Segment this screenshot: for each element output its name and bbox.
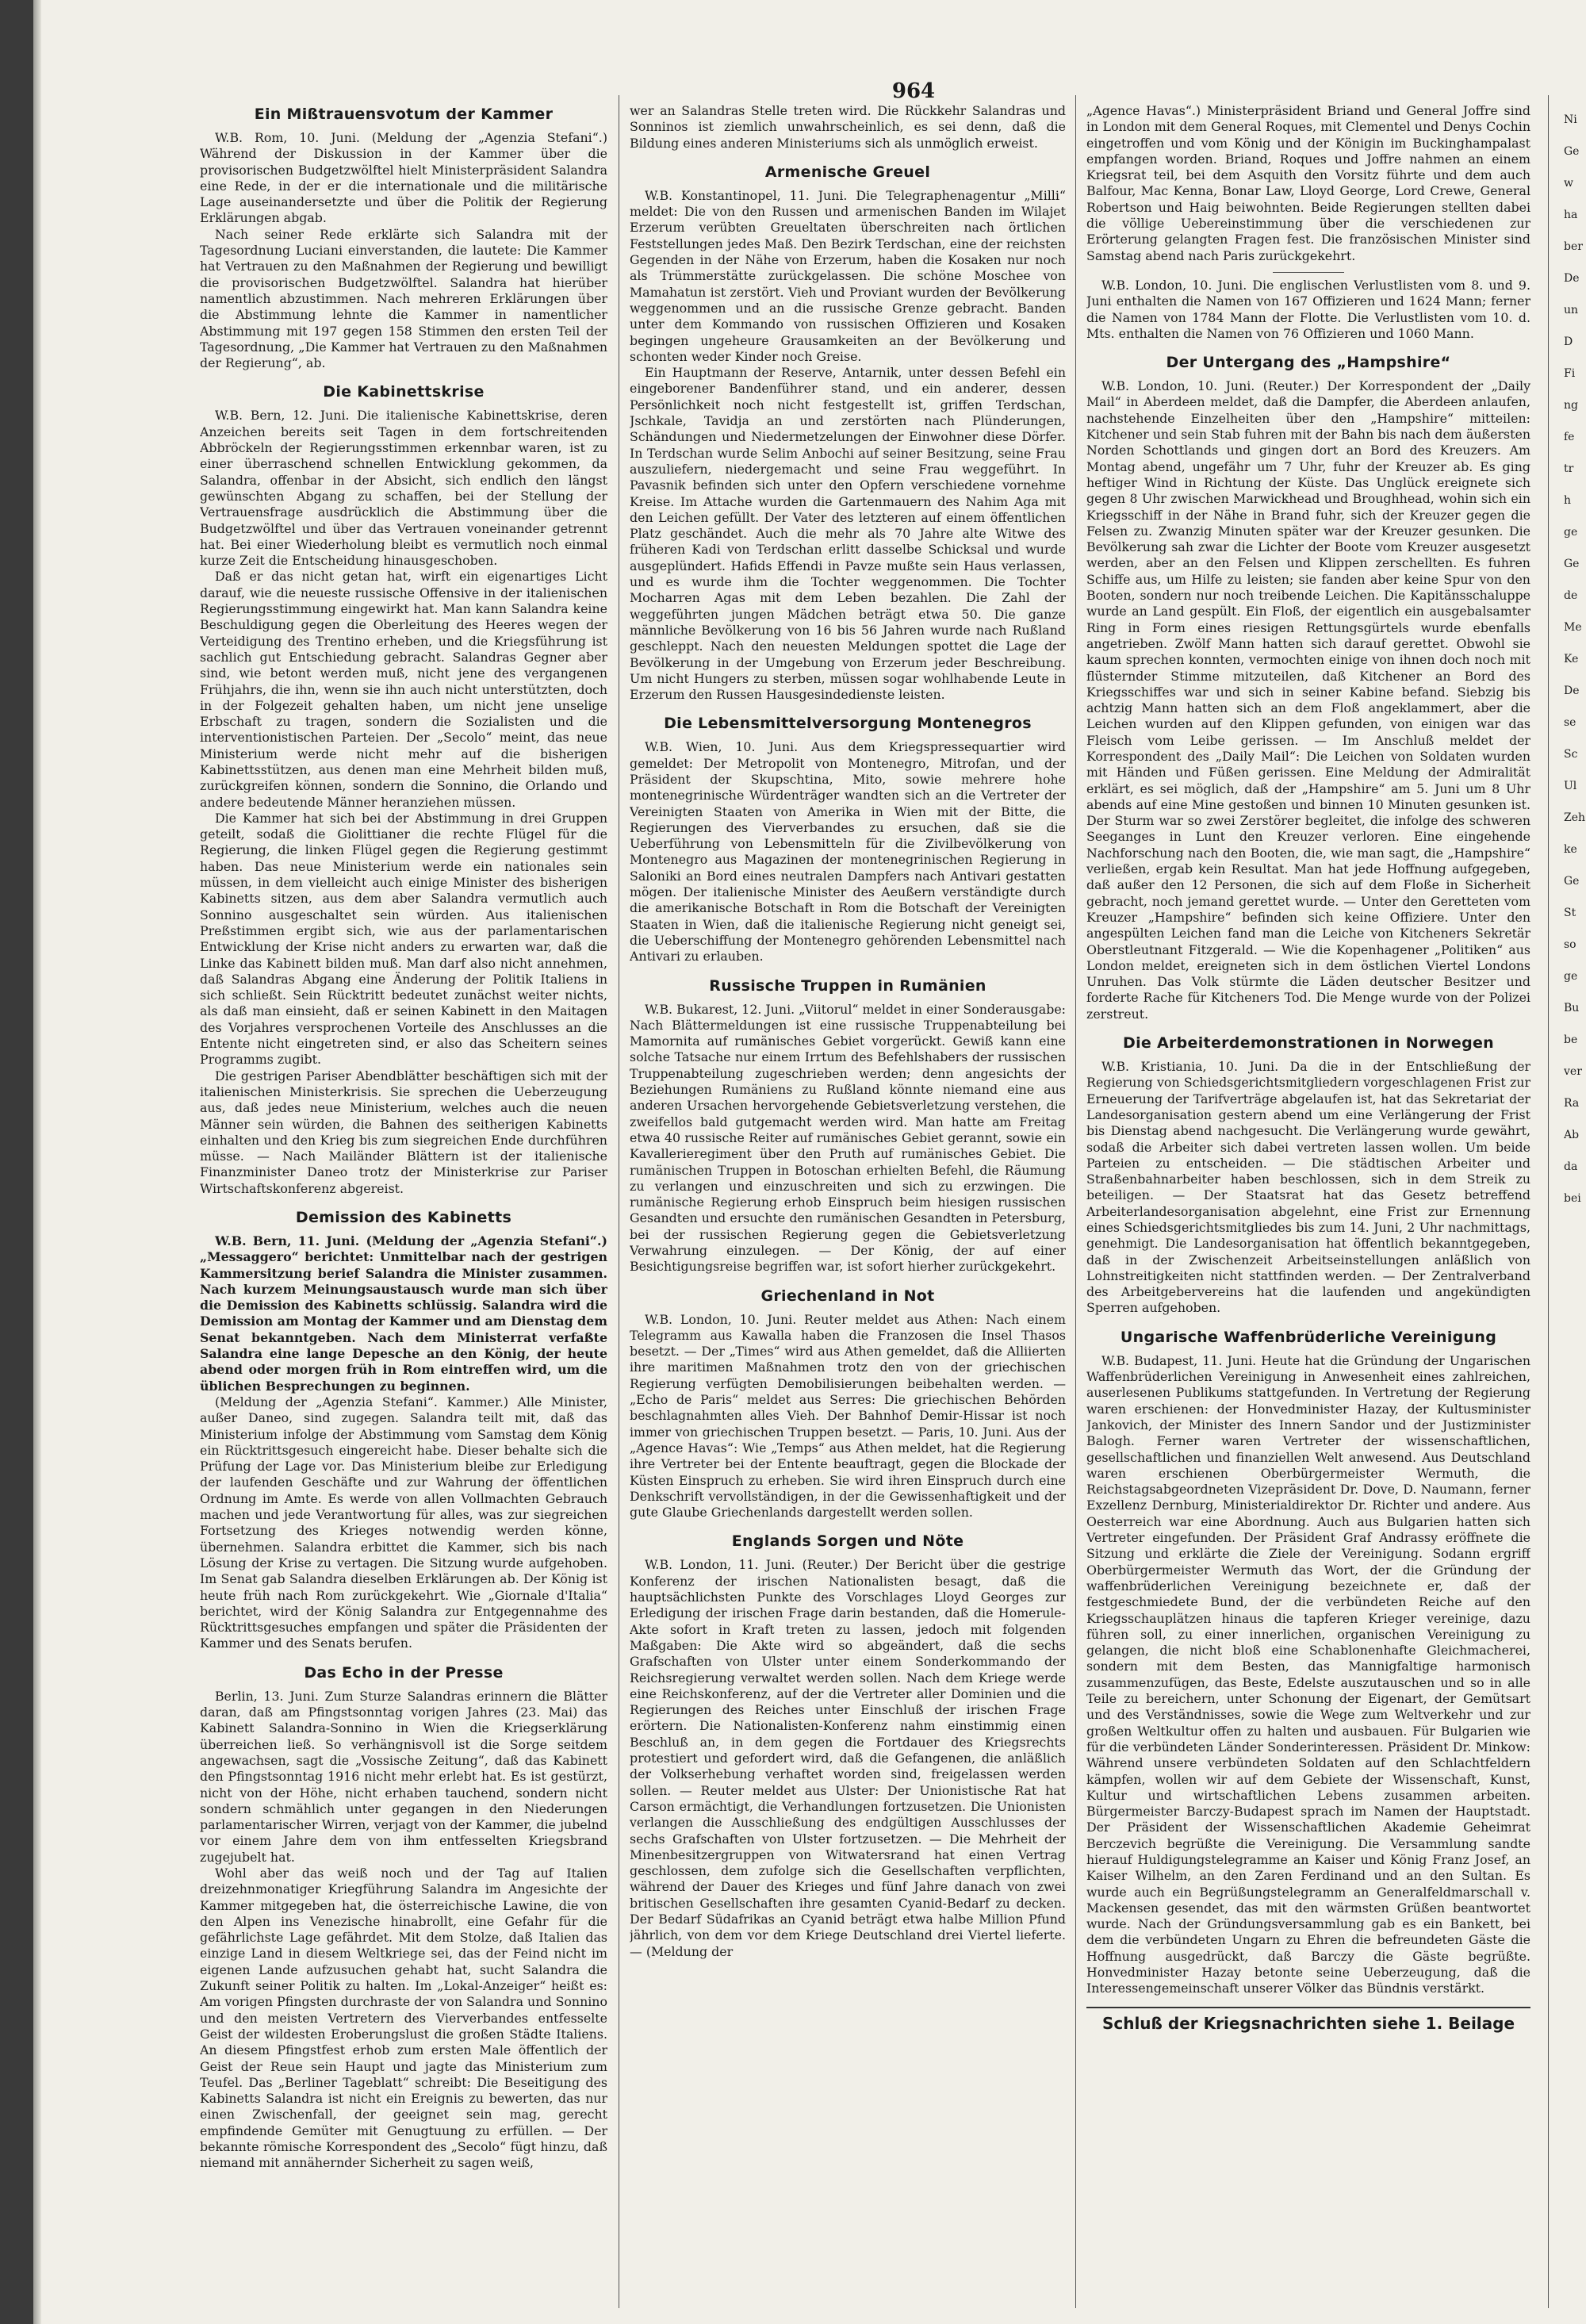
article-title: Ein Mißtrauensvotum der Kammer xyxy=(254,105,554,123)
article-paragraph: Berlin, 13. Juni. Zum Sturze Salandras erinnern die Blätter daran, daß am Pfingstsonntag vorigen Jahres (23. Mai) das Kabinett Salandra-Sonnino in Wien die Kriegserklärung überreichen ließ. So verhängnisvoll ist die Sorge seitdem angewachsen, sagt die „Vossische Zeitung“, daß das Kabinett den Pfingstsonntag 1916 nicht mehr erlebt hat. Es ist gestürzt, nicht von der Höhe, nicht erhaben tauchend, sondern nicht sondern schmählich unter gegangen in den Niederungen parlamentarischer Wirren, verjagt von der Kammer, die jubelnd vor einem Jahre dem von ihm entfesselten Kriegsbrand zugejubelt hat. xyxy=(200,1688,607,1865)
cropped-text: Bu xyxy=(1564,1002,1580,1014)
column-2 xyxy=(630,103,1066,2305)
column-4-cropped xyxy=(1564,111,1586,2305)
cropped-text: St xyxy=(1564,907,1576,919)
cropped-text: De xyxy=(1564,272,1580,285)
cropped-text: ng xyxy=(1564,399,1578,412)
article-title: Armenische Greuel xyxy=(764,163,931,181)
article-paragraph: Wohl aber das weiß noch und der Tag auf Italien dreizehnmonatiger Kriegführung Salandra im Angesichte der Kammer mitgegeben hat, die österreichische Lawine, die von den Alpen ins Venezische hinabrollt, eine Gefahr für die gefährlichste Lage gefährdet. Mit dem Stolze, daß Italien das einzige Land in diesem Weltkriege sei, das der Feind nicht im eigenen Lande aufzusuchen gehabt hat, sucht Salandra die Zukunft seiner Politik zu halten. Im „Lokal-Anzeiger“ heißt es: Am vorigen Pfingsten durchraste der von Salandra und Sonnino und den meisten Vertretern des Vierverbandes entfesselte Geist der wildesten Eroberungslust die großen Städte Italiens. An diesem Pfingstfest erhob zum ersten Male öffentlich der Geist der Reue sein Haupt und jagte das Ministerium zum Teufel. Das „Berliner Tageblatt“ schreibt: Die Beseitigung des Kabinetts Salandra ist nicht ein Ereignis zu bewerten, das nur einen Zwischenfall, der geeignet sein mag, gerecht empfindende Gemüter mit Genugtuung zu erfüllen. — Der bekannte römische Korrespondent des „Secolo“ fügt hinzu, daß niemand mit annähernder Sicherheit zu sagen weiß, xyxy=(200,1865,607,2171)
article-paragraph: W.B. Wien, 10. Juni. Aus dem Kriegspressequartier wird gemeldet: Der Metropolit von Montenegro, Mitrofan, und der Präsident der Skupschtina, Mito, sowie mehrere hohe montenegrinische Würdenträger wandten sich an die Vertreter der Vereinigten Staaten von Amerika in Wien mit der Bitte, die Regierungen des Vierverbandes zu ersuchen, daß sie die Ueberführung von Lebensmitteln für die Zivilbevölkerung von Montenegro aus Magazinen der montenegrinischen Regierung in Saloniki an Bord eines neutralen Dampfers nach Antivari gestatten mögen. Der italienische Minister des Aeußern verständigte durch die amerikanische Botschaft in Rom die Botschaft der Vereinigten Staaten in Wien, daß die italienische Regierung nicht geneigt sei, die Ueberschiffung der Montenegro gehörenden Lebensmittel nach Antivari zu erlauben. xyxy=(630,739,1066,964)
cropped-text: Ge xyxy=(1564,558,1580,570)
cropped-text: tr xyxy=(1564,462,1574,475)
article-title: Demission des Kabinetts xyxy=(295,1209,512,1226)
cropped-text: ver xyxy=(1564,1065,1582,1078)
cropped-text: Ge xyxy=(1564,145,1580,158)
article-title: Die Arbeiterdemonstrationen in Norwegen xyxy=(1123,1034,1494,1053)
newspaper-page xyxy=(33,0,1586,2324)
article-paragraph: Daß er das nicht getan hat, wirft ein eigenartiges Licht darauf, wie die neueste russische Offensive in der italienischen Regierungsstimmung eingewirkt hat. Man kann Salandra keine Beschuldigung gegen die Oberleitung des Heeres wegen der Verteidigung des Trentino erheben, und die Kriegsführung ist sachlich gut Entschiedung gebracht. Salandras Gegner aber sind, wie betont werden muß, nicht jene des vergangenen Frühjahrs, die ihn, wenn sie ihn auch nicht unterstützten, doch in der Folgezeit gehalten haben, um nicht jene unselige Erbschaft zu tragen, sondern die Sozialisten und die interventionistischen Parteien. Der „Secolo“ meint, das neue Ministerium werde nicht mehr auf die bisherigen Kabinettsstützen, aus denen man eine Mehrheit bilden muß, zurückgreifen können, sondern die Sonnino, die Orlando und andere bedeutende Männer heranziehen müssen. xyxy=(200,569,607,810)
cropped-text: ke xyxy=(1564,843,1577,856)
cropped-text: Ke xyxy=(1564,653,1579,665)
article-paragraph: W.B. Konstantinopel, 11. Juni. Die Telegraphenagentur „Milli“ meldet: Die von den Russen und armenischen Banden im Wilajet Erzerum verübten Greueltaten überschreiten nach örtlichen Feststellungen jedes Maß. Den Bezirk Terdschan, eine der reichsten Gegenden in der Nähe von Erzerum, haben die Kosaken nur noch als Trümmerstätte zurückgelassen. Die schöne Moschee von Mamahatun ist zerstört. Vieh und Proviant wurden der Bevölkerung weggenommen und an die russische Grenze gebracht. Banden unter dem Kommando von russischen Offizieren und Kosaken begingen ungeheure Grausamkeiten an der Bevölkerung und schonten weder Kinder noch Greise. xyxy=(630,187,1066,364)
cropped-text: ber xyxy=(1564,240,1583,253)
article-paragraph: Die gestrigen Pariser Abendblätter beschäftigen sich mit der italienischen Ministerkrisis. Sie sprechen die Ueberzeugung aus, daß jedes neue Ministerium, welches auch die neuen Männer sein würden, die Bahnen des seitherigen Kabinetts einhalten und den Krieg bis zum siegreichen Ende durchführen müsse. — Nach Mailänder Blättern ist der italienische Finanzminister Daneo trotz der Ministerkrise zur Pariser Wirtschaftskonferenz abgereist. xyxy=(200,1068,607,1196)
cropped-text: D xyxy=(1564,336,1573,348)
continuation-note: Schluß der Kriegsnachrichten siehe 1. Beilage xyxy=(1086,2007,1530,2034)
cropped-text: Me xyxy=(1564,621,1582,634)
cropped-text: Ra xyxy=(1564,1097,1580,1110)
cropped-text: De xyxy=(1564,685,1580,697)
article-paragraph: W.B. Bern, 11. Juni. (Meldung der „Agenzia Stefani“.) „Messaggero“ berichtet: Unmittelbar nach der gestrigen Kammersitzung berief Salandra die Minister zusammen. Nach kurzem Meinungsaustausch wurde man sich über die Demission des Kabinetts schlüssig. Salandra wird die Demission am Montag der Kammer und am Dienstag dem Senat bekanntgeben. Nach dem Ministerrat verfaßte Salandra eine lange Depesche an den König, der heute abend oder morgen früh in Rom eintreffen wird, um die üblichen Besprechungen zu beginnen. xyxy=(200,1233,607,1394)
article-paragraph: W.B. Budapest, 11. Juni. Heute hat die Gründung der Ungarischen Waffenbrüderlichen Vereinigung in Anwesenheit eines zahlreichen, auserlesenen Publikums stattgefunden. In Vertretung der Regierung waren erschienen: der Honvedminister Hazay, der Kultusminister Jankovich, der Minister des Innern Sandor und der Justizminister Balogh. Ferner waren Vertreter der wissenschaftlichen, gesellschaftlichen und finanziellen Welt anwesend. Aus Deutschland waren erschienen Oberbürgermeister Wermuth, die Reichstagsabgeordneten Vizepräsident Dr. Dove, D. Naumann, ferner Exzellenz Dernburg, Ministerialdirektor Dr. Richter und andere. Aus Oesterreich war eine Abordnung. Auch aus Bulgarien hatten sich Vertreter eingefunden. Der Präsident Graf Andrassy eröffnete die Sitzung und erklärte die Ziele der Vereinigung. Sodann ergriff Oberbürgermeister Wermuth das Wort, der die Gründung der waffenbrüderlichen Vereinigung bezeichnete er, daß der festgeschmiedete Bund, der die verbündeten Reiche auf den Kriegsschauplätzen hinaus die tapferen Krieger vereinige, dazu führen soll, zu einer innerlichen, organischen Vereinigung zu gelangen, die nicht bloß eine Schablonenhafte Gleichmacherei, sondern mit dem Besten, das Mannigfaltige harmonisch zusammenzufügen, das Beste, Edelste auszutauschen und so in alle Teile zu bereichern, unter Schonung der Eigenart, der Gemütsart und des Verständnisses, sowie die Wege zum Weltverkehr und zur großen Weltkultur offen zu halten und ausbauen. Für Bulgarien wie für die verbündeten Länder Sonderinteressen. Präsident Dr. Minkow: Während unsere verbündeten Soldaten auf den Schlachtfeldern kämpfen, wollen wir auf dem Gebiete der Wissenschaft, Kunst, Kultur und wirtschaftlichen Lebens zusammen arbeiten. Bürgermeister Barczy-Budapest sprach im Namen der Hauptstadt. Der Präsident der Wissenschaftlichen Akademie Geheimrat Berczevich begrüßte die Vereinigung. Die Versammlung sandte hierauf Huldigungstelegramme an Kaiser und König Franz Josef, an Kaiser Wilhelm, an den Zaren Ferdinand und an den Sultan. Es wurde auch ein Begrüßungstelegramm an Generalfeldmarschall v. Mackensen gesendet, das mit den wärmsten Grüßen beantwortet wurde. Nach der Gründungsversammlung gab es ein Bankett, bei dem die verbündeten Ungarn zu Ehren die befreundeten Gäste die Hoffnung ausgedrückt, daß Barczy die Gäste begrüßte. Honvedminister Hazay betonte seine Ueberzeugung, daß die Interessengemeinschaft unserer Völker das Bündnis verstärkt. xyxy=(1086,1352,1530,1996)
cropped-text: Sc xyxy=(1564,748,1578,761)
cropped-text: Ni xyxy=(1564,113,1577,126)
cropped-text: da xyxy=(1564,1160,1578,1173)
article-paragraph: Nach seiner Rede erklärte sich Salandra mit der Tagesordnung Luciani einverstanden, die lautete: Die Kammer hat Vertrauen zu den Maßnahmen der Regierung und bewilligt die provisorischen Budgetzwölftel. Salandra hat hierüber namentlich abzustimmen. Nach mehreren Erklärungen über die Abstimmung lehnte die Kammer in namentlicher Abstimmung mit 197 gegen 158 Stimmen den ersten Teil der Tagesordnung, „Die Kammer hat Vertrauen zu den Maßnahmen der Regierung“, ab. xyxy=(200,226,607,371)
column-rule xyxy=(1075,95,1076,2308)
column-3 xyxy=(1086,103,1530,2305)
article-title: Der Untergang des „Hampshire“ xyxy=(1166,354,1451,372)
separator-line xyxy=(1273,272,1344,273)
article-paragraph: W.B. Kristiania, 10. Juni. Da die in der Entschließung der Regierung von Schiedsgerichtsmitgliedern vorgeschlagenen Frist zur Erneuerung der Tarifverträge abgelaufen ist, hat das Sekretariat der Landesorganisation gestern abend um eine Verlängerung der Frist bis Dienstag abend nachgesucht. Die Verlängerung wurde gewährt, sodaß die Arbeiter sich dabei vertreten lassen wollen. Um beide Parteien zu entscheiden. — Die städtischen Arbeiter und Straßenbahnarbeiter haben beschlossen, sich in dem Streik zu beteiligen. — Der Staatsrat hat das Gesetz betreffend Arbeiterlandesorganisation abgelehnt, eine Frist zur Ernennung eines Schiedsgerichtsmitgliedes bis zum 14. Juni, 2 Uhr nachmittags, genehmigt. Die Landesorganisation hat öffentlich bekanntgegeben, daß in der Zwischenzeit Arbeitseinstellungen anläßlich von Lohnstreitigkeiten nicht stattfinden werden. — Der Zentralverband des Arbeitgebervereins hat die laufenden und angekündigten Sperren aufgehoben. xyxy=(1086,1059,1530,1316)
cropped-text: Zeh xyxy=(1564,811,1586,824)
cropped-text: fe xyxy=(1564,431,1575,443)
cropped-text: se xyxy=(1564,716,1576,729)
article-title: Russische Truppen in Rumänien xyxy=(709,976,986,995)
article-paragraph: W.B. London, 11. Juni. (Reuter.) Der Bericht über die gestrige Konferenz der irischen Nationalisten besagt, daß die hauptsächlichsten Punkte des Vorschlages Lloyd Georges zur Erledigung der irischen Frage darin bestanden, daß die Homerule-Akte sofort in Kraft treten zu lassen, jedoch mit folgenden Maßgaben: Die Akte wird so abgeändert, daß die sechs Grafschaften von Ulster unter einem Sonderkommando der Reichsregierung verwaltet werden sollen. Nach dem Kriege werde eine Reichskonferenz, auf der die Vertreter aller Dominien und die Regierungen des Reiches unter Einschluß der irischen Frage erörtern. Die Nationalisten-Konferenz nahm einstimmig einen Beschluß an, in dem gegen die Fortdauer des Kriegsrechts protestiert und gefordert wird, daß die Gefangenen, die anläßlich der Volkserhebung verhaftet worden sind, freigelassen werden sollen. — Reuter meldet aus Ulster: Der Unionistische Rat hat Carson ermächtigt, die Verhandlungen fortzusetzen. Die Unionisten verlangen die Ausschließung des endgültigen Ausschlusses der sechs Grafschaften von Ulster fortzusetzen. — Die Mehrheit der Minenbesitzergruppen von Witwatersrand hat einen Vertrag geschlossen, dem zufolge sich die Gesellschaften verpflichten, während der Dauer des Krieges und fünf Jahre danach von zwei britischen Gesellschaften ihre gesamten Cyanid-Bedarf zu decken. Der Bedarf Südafrikas an Cyanid beträgt etwa halbe Million Pfund jährlich, von dem vor dem Kriege Deutschland drei Viertel lieferte. — (Meldung der xyxy=(630,1557,1066,1959)
article-title: Das Echo in der Presse xyxy=(304,1663,504,1682)
cropped-text: Ul xyxy=(1564,780,1577,792)
article-paragraph: W.B. London, 10. Juni. Reuter meldet aus Athen: Nach einem Telegramm aus Kawalla haben die Franzosen die Insel Thasos besetzt. — Der „Times“ wird aus Athen gemeldet, daß die Alliierten ihre maritimen Maßnahmen trotz den von der griechischen Regierung verfügten Demobilisierungen beibehalten werden. — „Echo de Paris“ meldet aus Serres: Die griechischen Behörden beschlagnahmten alles Vieh. Der Bahnhof Demir-Hissar ist noch immer von griechischen Truppen besetzt. — Paris, 10. Juni. Aus der „Agence Havas“: Wie „Temps“ aus Athen meldet, hat die Regierung ihre Vertreter bei der Entente beauftragt, gegen die Blockade der Küsten Einspruch zu erheben. Sie wird ihren Einspruch durch eine Denkschrift vervollständigen, in der die Gewissenhaftigkeit und der gute Glaube Griechenlands dargestellt werden sollen. xyxy=(630,1311,1066,1521)
cropped-text: so xyxy=(1564,938,1576,951)
cropped-text: h xyxy=(1564,494,1572,507)
cropped-text: Fi xyxy=(1564,367,1576,380)
column-1 xyxy=(200,103,607,2305)
article-title: Ungarische Waffenbrüderliche Vereinigung xyxy=(1120,1328,1497,1346)
cropped-text: Ab xyxy=(1564,1129,1580,1141)
cropped-text: w xyxy=(1564,177,1573,190)
cropped-text: ha xyxy=(1564,209,1578,221)
article-paragraph: W.B. London, 10. Juni. (Reuter.) Der Korrespondent der „Daily Mail“ in Aberdeen meldet, daß die Dampfer, die Aberdeen anlaufen, nachstehende Einzelheiten über den „Hampshire“ mitteilen: Kitchener und sein Stab fuhren mit der Bahn bis nach dem äußersten Norden Schottlands und gingen dort an Bord des Kreuzers. Am Montag abend, ungefähr um 7 Uhr, fuhr der Kreuzer ab. Es ging heftiger Wind in Richtung der Küste. Das Unglück ereignete sich gegen 8 Uhr zwischen Marwickhead und Broughhead, wohin sich ein Kriegsschiff in der Nähe in Brand fuhr, sich der Kreuzer gegen die Felsen zu. Zwanzig Minuten später war der Kreuzer gesunken. Die Bevölkerung sah zwar die Lichter der Boote vom Kreuzer ausgesetzt werden, aber an den Felsen und Klippen zerschellten. Es fuhren Schiffe aus, um Hilfe zu leisten; sie fanden aber keine Spur von den Booten, sondern nur noch treibende Leichen. Die Kapitänsschaluppe wurde an Land gespült. Ein Floß, der eigentlich ein ausgebalsamter Ring in Form eines riesigen Rettungsgürtels wurde ebenfalls angetrieben. Zwölf Mann hatten sich darauf gerettet. Obwohl sie kaum sprechen konnten, vermochten einige von ihnen doch noch mit flüsternder Stimme mitzuteilen, daß Kitchener an Bord des Kriegsschiffes war und sich in seiner Kabine befand. Siebzig bis achtzig Mann hatten sich an dem Floß angeklammert, aber die Leichen wurden auf den Klippen gefunden, von einigen war das Fleisch vom Leibe gerissen. — Im Anschluß meldet der Korrespondent des „Daily Mail“: Die Leichen von Soldaten wurden mit Händen und Füßen gerissen. Eine Meldung der Admiralität erklärt, es sei möglich, daß der „Hampshire“ am 5. Juni um 8 Uhr abends auf eine Mine gestoßen und binnen 10 Minuten gesunken ist. Der Sturm war so zwei Zerstörer begleitet, die infolge des schweren Seeganges in Lunt den Kreuzer verloren. Eine eingehende Nachforschung nach den Booten, die, wie man sagt, die „Hampshire“ verließen, ergab kein Resultat. Man hat jede Hoffnung aufgegeben, daß außer den 12 Personen, die sich auf dem Floße in Sicherheit gebracht, noch jemand gerettet wurde. — Unter den Geretteten vom Kreuzer „Hampshire“ befinden sich keine Offiziere. Unter den angespülten Leichen fand man die Leiche von Kitcheners Sekretär Oberstleutnant Fitzgerald. — Wie die Kopenhagener „Politiken“ aus London meldet, ereigneten sich in dem östlichen Viertel Londons Unruhen. Das Volk stürmte die Läden deutscher Besitzer und forderte Rache für Kitcheners Tod. Die Menge wurde von der Polizei zerstreut. xyxy=(1086,378,1530,1022)
article-paragraph: Ein Hauptmann der Reserve, Antarnik, unter dessen Befehl ein eingeborener Bandenführer stand, und ein anderer, dessen Persönlichkeit noch nicht festgestellt ist, griffen Terdschan, Jschkale, Tavidja an und zerstörten nach Plünderungen, Schändungen und Niedermetzelungen der Einwohner diese Dörfer. In Terdschan wurde Selim Anbochi auf seiner Besitzung, seine Frau auszuliefern, niedergemacht und seine Frau weggeführt. In Pavasnik befinden sich unter den Opfern verschiedene vornehme Kreise. Im Attache wurden die Gartenmauern des Nahim Aga mit den Leichen gefüllt. Der Vater des letzteren auf einem öffentlichen Platz geschändet. Auch die mehr als 70 Jahre alte Witwe des früheren Kadi von Terdschan erlitt dasselbe Schicksal und wurde ausgeplündert. Hafids Effendi in Pavze mußte sein Haus verlassen, und es wurde ihm die Tochter weggenommen. Die Tochter Mocharren Agas mit dem Leben bezahlen. Die Zahl der weggeführten jungen Mädchen beträgt etwa 50. Die ganze männliche Bevölkerung von 16 bis 56 Jahren wurde nach Rußland geschleppt. Nach den neuesten Meldungen spottet die Lage der Bevölkerung in der Umgebung von Erzerum jeder Beschreibung. Um nicht Hungers zu sterben, müssen sogar wohlhabende Leute in Erzerum den Russen Hausgesindedienste leisten. xyxy=(630,365,1066,703)
article-paragraph: W.B. Rom, 10. Juni. (Meldung der „Agenzia Stefani“.) Während der Diskussion in der Kammer über die provisorischen Budgetzwölftel hielt Ministerpräsident Salandra eine Rede, in der er die internationale und die militärische Lage auseinandersetzte und über die Politik der Regierung Erklärungen abgab. xyxy=(200,130,607,226)
cropped-text: un xyxy=(1564,304,1579,316)
article-title: Die Lebensmittelversorgung Montenegros xyxy=(664,715,1032,733)
cropped-text: ge xyxy=(1564,970,1578,983)
article-paragraph: W.B. Bern, 12. Juni. Die italienische Kabinettskrise, deren Anzeichen bereits seit Tagen in dem fortschreitenden Abbröckeln der Regierungsstimmen erkennbar waren, ist zu einer überraschend schnellen Entwicklung gekommen, da Salandra, offenbar in der Absicht, sich endlich den längst gewünschten Abgang zu schaffen, bei der Stellung der Vertrauensfrage ausdrücklich die Abstimmung über die Budgetzwölftel und über das Vertrauen voneinander getrennt hat. Bei einer Wiederholung bleibt es vermutlich noch einmal kurze Zeit die Entscheidung hinausgeschoben. xyxy=(200,408,607,569)
cropped-text: be xyxy=(1564,1034,1578,1046)
article-title: Die Kabinettskrise xyxy=(323,383,485,401)
cropped-text: Ge xyxy=(1564,875,1580,888)
cropped-text: bei xyxy=(1564,1192,1581,1205)
article-title: Englands Sorgen und Nöte xyxy=(731,1532,964,1551)
column-rule xyxy=(1548,95,1549,2308)
article-paragraph: W.B. London, 10. Juni. Die englischen Verlustlisten vom 8. und 9. Juni enthalten die Namen von 167 Offizieren und 1624 Mann; ferner die Namen von 1784 Mann der Flotte. Die Verlustlisten vom 10. d. Mts. enthalten die Namen von 76 Offizieren und 1060 Mann. xyxy=(1086,277,1530,341)
article-paragraph: Die Kammer hat sich bei der Abstimmung in drei Gruppen geteilt, sodaß die Giolittianer die rechte Flügel für die Regierung, die linken Flügel gegen die Regierung gestimmt haben. Das neue Ministerium werde ein nationales sein müssen, in dem vielleicht auch einige Minister des bisherigen Kabinetts sitzen, aus dem aber Salandra vermutlich auch Sonnino ausgeschaltet sein würden. Aus italienischen Preßstimmen ergibt sich, wie aus der parlamentarischen Entwicklung der Krise nicht anders zu erwarten war, daß die Linke das Kabinett bilden muß. Man darf also nicht annehmen, daß Salandras Abgang eine Änderung der Politik Italiens in sich schließt. Sein Rücktritt bedeutet zunächst weiter nichts, als daß man einsieht, daß er seinen Kabinett in den Maitagen des Vorjahres versprochenen Vorteile des Anschlusses an die Entente nicht eingetreten sind, er also das Scheitern seines Programms zugibt. xyxy=(200,810,607,1068)
cropped-text: ge xyxy=(1564,526,1578,539)
cropped-text: de xyxy=(1564,589,1578,602)
article-paragraph: W.B. Bukarest, 12. Juni. „Viitorul“ meldet in einer Sonderausgabe: Nach Blättermeldungen ist eine russische Truppenabteilung bei Mamornita auf rumänisches Gebiet vorgerückt. Gewiß kann eine solche Tatsache nur einem Irrtum des Befehlshabers der russischen Truppenabteilung zugeschrieben werden; denn angesichts der Beziehungen Rumäniens zu Rußland könnte niemand eine aus anderen Ursachen hervorgehende Gebietsverletzung verstehen, die zweifellos bald gutgemacht werden wird. Man hatte am Freitag etwa 40 russische Reiter auf rumänisches Gebiet gerannt, sowie ein Kavallerieregiment über den Pruth auf rumänisches Gebiet. Die rumänischen Truppen in Botoschan erhielten Befehl, die Räumung zu verlangen und einzuschreiten und sich zu erzwingen. Die rumänische Regierung erhob Einspruch beim hiesigen russischen Gesandten und ersuchte den rumänischen Gesandten in Petersburg, bei der russischen Regierung gegen die Gebietsverletzung Verwahrung einzulegen. — Der König, der auf einer Besichtigungsreise begriffen war, ist sofort hierher zurückgekehrt. xyxy=(630,1001,1066,1275)
article-title: Griechenland in Not xyxy=(760,1287,935,1305)
page-number: 964 xyxy=(891,79,936,103)
article-paragraph: „Agence Havas“.) Ministerpräsident Briand und General Joffre sind in London mit dem General Roques, mit Clementel und Denys Cochin eingetroffen und vom König und der Königin im Buckinghampalast empfangen worden. Briand, Roques und Joffre nahmen an einem Kriegsrat teil, bei dem Asquith den Vorsitz führte und dem auch Balfour, Mac Kenna, Bonar Law, Lloyd George, Lord Crewe, General Robertson und Haig beiwohnten. Beide Regierungen stellten dabei die völlige Uebereinstimmung über die verschiedenen zur Erörterung gelangten Fragen fest. Die französischen Minister sind Samstag abend nach Paris zurückgekehrt. xyxy=(1086,103,1530,263)
article-paragraph: wer an Salandras Stelle treten wird. Die Rückkehr Salandras und Sonninos ist ziemlich unwahrscheinlich, es sei denn, daß die Bildung eines anderen Ministeriums sich als unmöglich erweist. xyxy=(630,103,1066,151)
article-paragraph: (Meldung der „Agenzia Stefani“. Kammer.) Alle Minister, außer Daneo, sind zugegen. Salandra teilt mit, daß das Ministerium infolge der Abstimmung vom Samstag dem König ein Rücktrittsgesuch eingereicht habe. Dieser behalte sich die Prüfung der Lage vor. Das Ministerium bleibe zur Erledigung der laufenden Geschäfte und zur Wahrung der öffentlichen Ordnung im Amte. Es werde von allen Vollmachten Gebrauch machen und jede Verantwortung für alles, was zur siegreichen Fortsetzung des Krieges notwendig werden könne, übernehmen. Salandra erbittet die Kammer, sich bis nach Lösung der Krise zu vertagen. Die Sitzung wurde aufgehoben. Im Senat gab Salandra dieselben Erklärungen ab. Der König ist heute früh nach Rom zurückgekehrt. Wie „Giornale d'Italia“ berichtet, wird der König Salandra zur Entgegennahme des Rücktrittsgesuches empfangen und später die Präsidenten der Kammer und des Senats berufen. xyxy=(200,1394,607,1651)
